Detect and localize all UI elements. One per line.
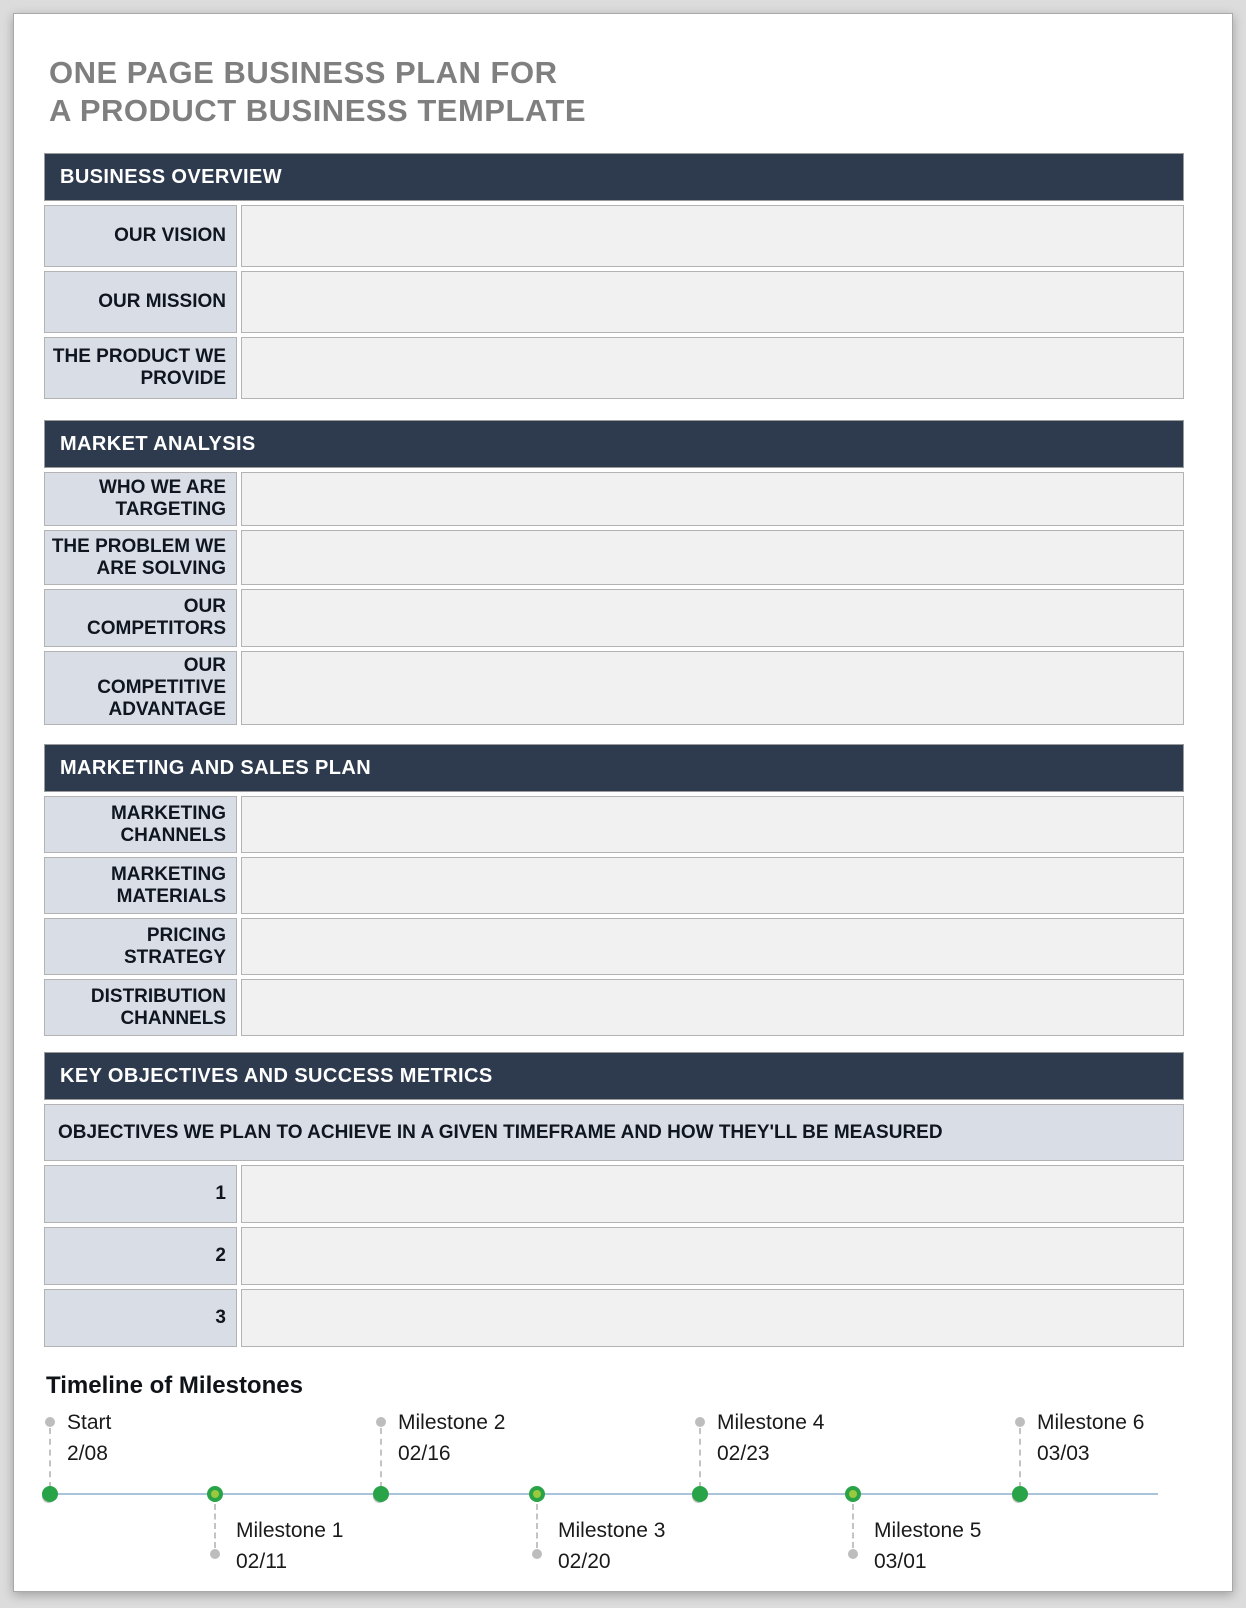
milestone-connector-line: [380, 1428, 382, 1488]
milestone-label: [67, 1407, 111, 1469]
row-value-objective-1[interactable]: [241, 1165, 1184, 1223]
row-value-marketing-channels[interactable]: [241, 796, 1184, 853]
section-header-market-analysis: [44, 420, 1184, 468]
row-value-marketing-materials[interactable]: [241, 857, 1184, 914]
row-value-our-mission[interactable]: [241, 271, 1184, 333]
row-value-objective-3[interactable]: [241, 1289, 1184, 1347]
row-label-problem-we-are-solving: THE PROBLEM WE ARE SOLVING: [44, 530, 237, 585]
row-label-marketing-channels: MARKETING CHANNELS: [44, 796, 237, 853]
row-label-objective-1: 1: [44, 1165, 237, 1223]
row-value-pricing-strategy[interactable]: [241, 918, 1184, 975]
table-row: [44, 796, 1184, 853]
row-label-our-mission: OUR MISSION: [44, 271, 237, 333]
row-value-product-we-provide[interactable]: [241, 337, 1184, 399]
table-row: [44, 589, 1184, 647]
page-title: [49, 54, 1183, 130]
milestone-marker-dot: [1012, 1486, 1028, 1502]
milestone-date: 02/23: [717, 1442, 770, 1465]
row-label-competitive-advantage: OUR COMPETITIVE ADVANTAGE: [44, 651, 237, 725]
milestone-connector-line: [852, 1504, 854, 1548]
section-header-label: KEY OBJECTIVES AND SUCCESS METRICS: [60, 1064, 493, 1087]
milestone-marker-dot: [42, 1486, 58, 1502]
page-title-line2: A PRODUCT BUSINESS TEMPLATE: [49, 93, 587, 128]
document-page: [13, 13, 1233, 1592]
milestone-name: Milestone 6: [1037, 1411, 1145, 1434]
milestone-label: [1037, 1407, 1144, 1469]
table-row: [44, 271, 1184, 333]
table-row: [44, 472, 1184, 526]
row-label-marketing-materials: MARKETING MATERIALS: [44, 857, 237, 914]
table-row: [44, 979, 1184, 1036]
milestone-label: [236, 1515, 343, 1577]
milestone-date: 02/20: [558, 1550, 611, 1573]
milestone-endpoint-dot: [376, 1417, 386, 1427]
section-header-label: BUSINESS OVERVIEW: [60, 165, 283, 188]
row-value-objective-2[interactable]: [241, 1227, 1184, 1285]
milestone-date: 03/01: [874, 1550, 927, 1573]
table-row: [44, 1104, 1184, 1161]
milestone-date: 03/03: [1037, 1442, 1090, 1465]
section-marketing-sales-plan: [44, 744, 1184, 1036]
milestone-name: Milestone 5: [874, 1519, 982, 1542]
milestone-connector-line: [1019, 1428, 1021, 1488]
row-label-our-competitors: OUR COMPETITORS: [44, 589, 237, 647]
table-row: [44, 651, 1184, 725]
milestone-endpoint-dot: [1015, 1417, 1025, 1427]
milestone-name: Start: [67, 1411, 112, 1434]
milestone-endpoint-dot: [532, 1549, 542, 1559]
section-header-marketing-sales-plan: [44, 744, 1184, 792]
milestone-name: Milestone 2: [398, 1411, 506, 1434]
milestone-label: [717, 1407, 824, 1469]
milestone-endpoint-dot: [848, 1549, 858, 1559]
row-label-distribution-channels: DISTRIBUTION CHANNELS: [44, 979, 237, 1036]
section-header-business-overview: [44, 153, 1184, 201]
milestone-label: [558, 1515, 665, 1577]
table-row: [44, 530, 1184, 585]
milestone-marker-dot: [207, 1486, 223, 1502]
section-key-objectives: [44, 1052, 1184, 1347]
milestone-connector-line: [699, 1428, 701, 1488]
row-value-problem-we-are-solving[interactable]: [241, 530, 1184, 585]
milestone-label: [398, 1407, 505, 1469]
row-label-objective-2: 2: [44, 1227, 237, 1285]
row-label-pricing-strategy: PRICING STRATEGY: [44, 918, 237, 975]
section-header-label: MARKET ANALYSIS: [60, 432, 256, 455]
objectives-subtitle: OBJECTIVES WE PLAN TO ACHIEVE IN A GIVEN TIMEFRAME AND HOW THEY'LL BE MEASURED: [44, 1104, 1184, 1161]
milestone-marker-dot: [692, 1486, 708, 1502]
milestone-connector-line: [214, 1504, 216, 1548]
milestone-date: 02/11: [236, 1550, 287, 1573]
row-value-our-vision[interactable]: [241, 205, 1184, 267]
row-label-who-we-are-targeting: WHO WE ARE TARGETING: [44, 472, 237, 526]
row-value-competitive-advantage[interactable]: [241, 651, 1184, 725]
table-row: [44, 1227, 1184, 1285]
table-row: [44, 857, 1184, 914]
milestone-label: [874, 1515, 981, 1577]
table-row: [44, 337, 1184, 399]
row-label-objective-3: 3: [44, 1289, 237, 1347]
section-header-label: MARKETING AND SALES PLAN: [60, 756, 372, 779]
row-value-distribution-channels[interactable]: [241, 979, 1184, 1036]
milestone-endpoint-dot: [45, 1417, 55, 1427]
section-market-analysis: [44, 420, 1184, 725]
milestone-connector-line: [49, 1428, 51, 1488]
row-label-our-vision: OUR VISION: [44, 205, 237, 267]
table-row: [44, 1165, 1184, 1223]
row-label-product-we-provide: THE PRODUCT WE PROVIDE: [44, 337, 237, 399]
page-title-line1: ONE PAGE BUSINESS PLAN FOR: [49, 55, 558, 90]
table-row: [44, 1289, 1184, 1347]
section-business-overview: [44, 153, 1184, 399]
milestone-name: Milestone 3: [558, 1519, 666, 1542]
milestone-marker-dot: [529, 1486, 545, 1502]
row-value-our-competitors[interactable]: [241, 589, 1184, 647]
milestone-date: 2/08: [67, 1442, 108, 1465]
milestone-name: Milestone 1: [236, 1519, 344, 1542]
table-row: [44, 205, 1184, 267]
milestone-endpoint-dot: [210, 1549, 220, 1559]
timeline-of-milestones: [44, 1402, 1184, 1588]
milestone-marker-dot: [845, 1486, 861, 1502]
timeline-heading: Timeline of Milestones: [46, 1372, 303, 1399]
milestone-endpoint-dot: [695, 1417, 705, 1427]
row-value-who-we-are-targeting[interactable]: [241, 472, 1184, 526]
milestone-name: Milestone 4: [717, 1411, 825, 1434]
milestone-connector-line: [536, 1504, 538, 1548]
milestone-date: 02/16: [398, 1442, 451, 1465]
table-row: [44, 918, 1184, 975]
milestone-marker-dot: [373, 1486, 389, 1502]
section-header-key-objectives: [44, 1052, 1184, 1100]
